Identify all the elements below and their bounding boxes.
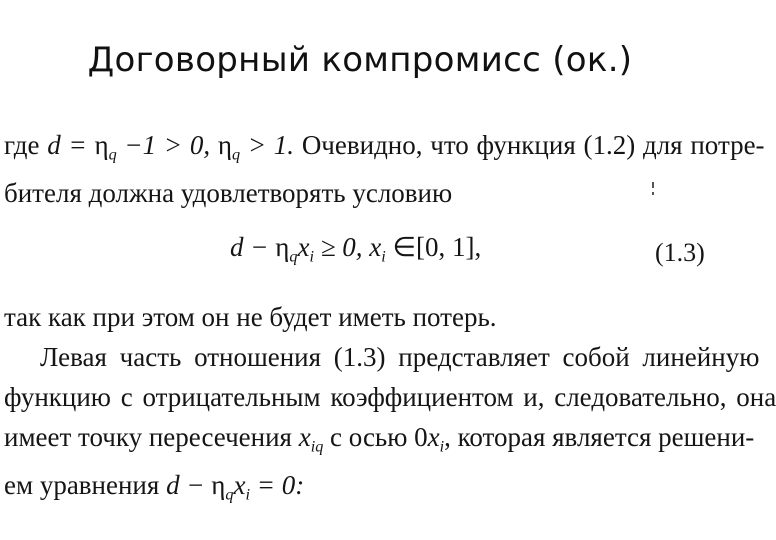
line7-mid: с осью 0 xyxy=(323,422,428,452)
paragraph-line-8 xyxy=(4,470,305,504)
scanned-text-block xyxy=(0,120,776,540)
paragraph-line-4: так как при этом он не будет иметь потерь. xyxy=(4,302,497,332)
line7-suffix: , которая является решени- xyxy=(444,422,755,452)
scan-speck xyxy=(652,182,654,188)
line7-math-xiq: $x_{iq}$ xyxy=(298,422,324,456)
paragraph-line-2: бителя должна удовлетворять условию xyxy=(4,178,453,208)
line1-prefix: где xyxy=(4,130,48,160)
line1-suffix: Очевидно, что функция (1.2) для потре- xyxy=(294,130,765,160)
line1-math: $d = \eta_q -1 > 0$, $\eta_q > 1$. xyxy=(47,130,295,164)
paragraph-line-7 xyxy=(4,422,755,456)
line7-prefix: имеет точку пересечения xyxy=(4,422,299,452)
scan-speck xyxy=(652,192,654,195)
paragraph-line-6: функцию с отрицательным коэффициентом и, следовательно, она xyxy=(4,382,776,412)
equation-number: (1.3) xyxy=(655,238,705,267)
line8-prefix: ем уравнения xyxy=(4,470,167,500)
equation-1-3: $d - \eta_qx_i \ge 0$, $x_i$ ∈[0, 1], xyxy=(230,232,482,266)
paragraph-line-1 xyxy=(4,130,765,164)
paragraph-line-5: Левая часть отношения (1.3) представляет собой линейную xyxy=(40,342,760,372)
line7-math-xi: $x_i$ xyxy=(427,422,445,456)
line8-math: $d - \eta_qx_i = 0$: xyxy=(166,470,305,504)
slide-title: Договорный компромисс (ок.) xyxy=(87,40,633,80)
